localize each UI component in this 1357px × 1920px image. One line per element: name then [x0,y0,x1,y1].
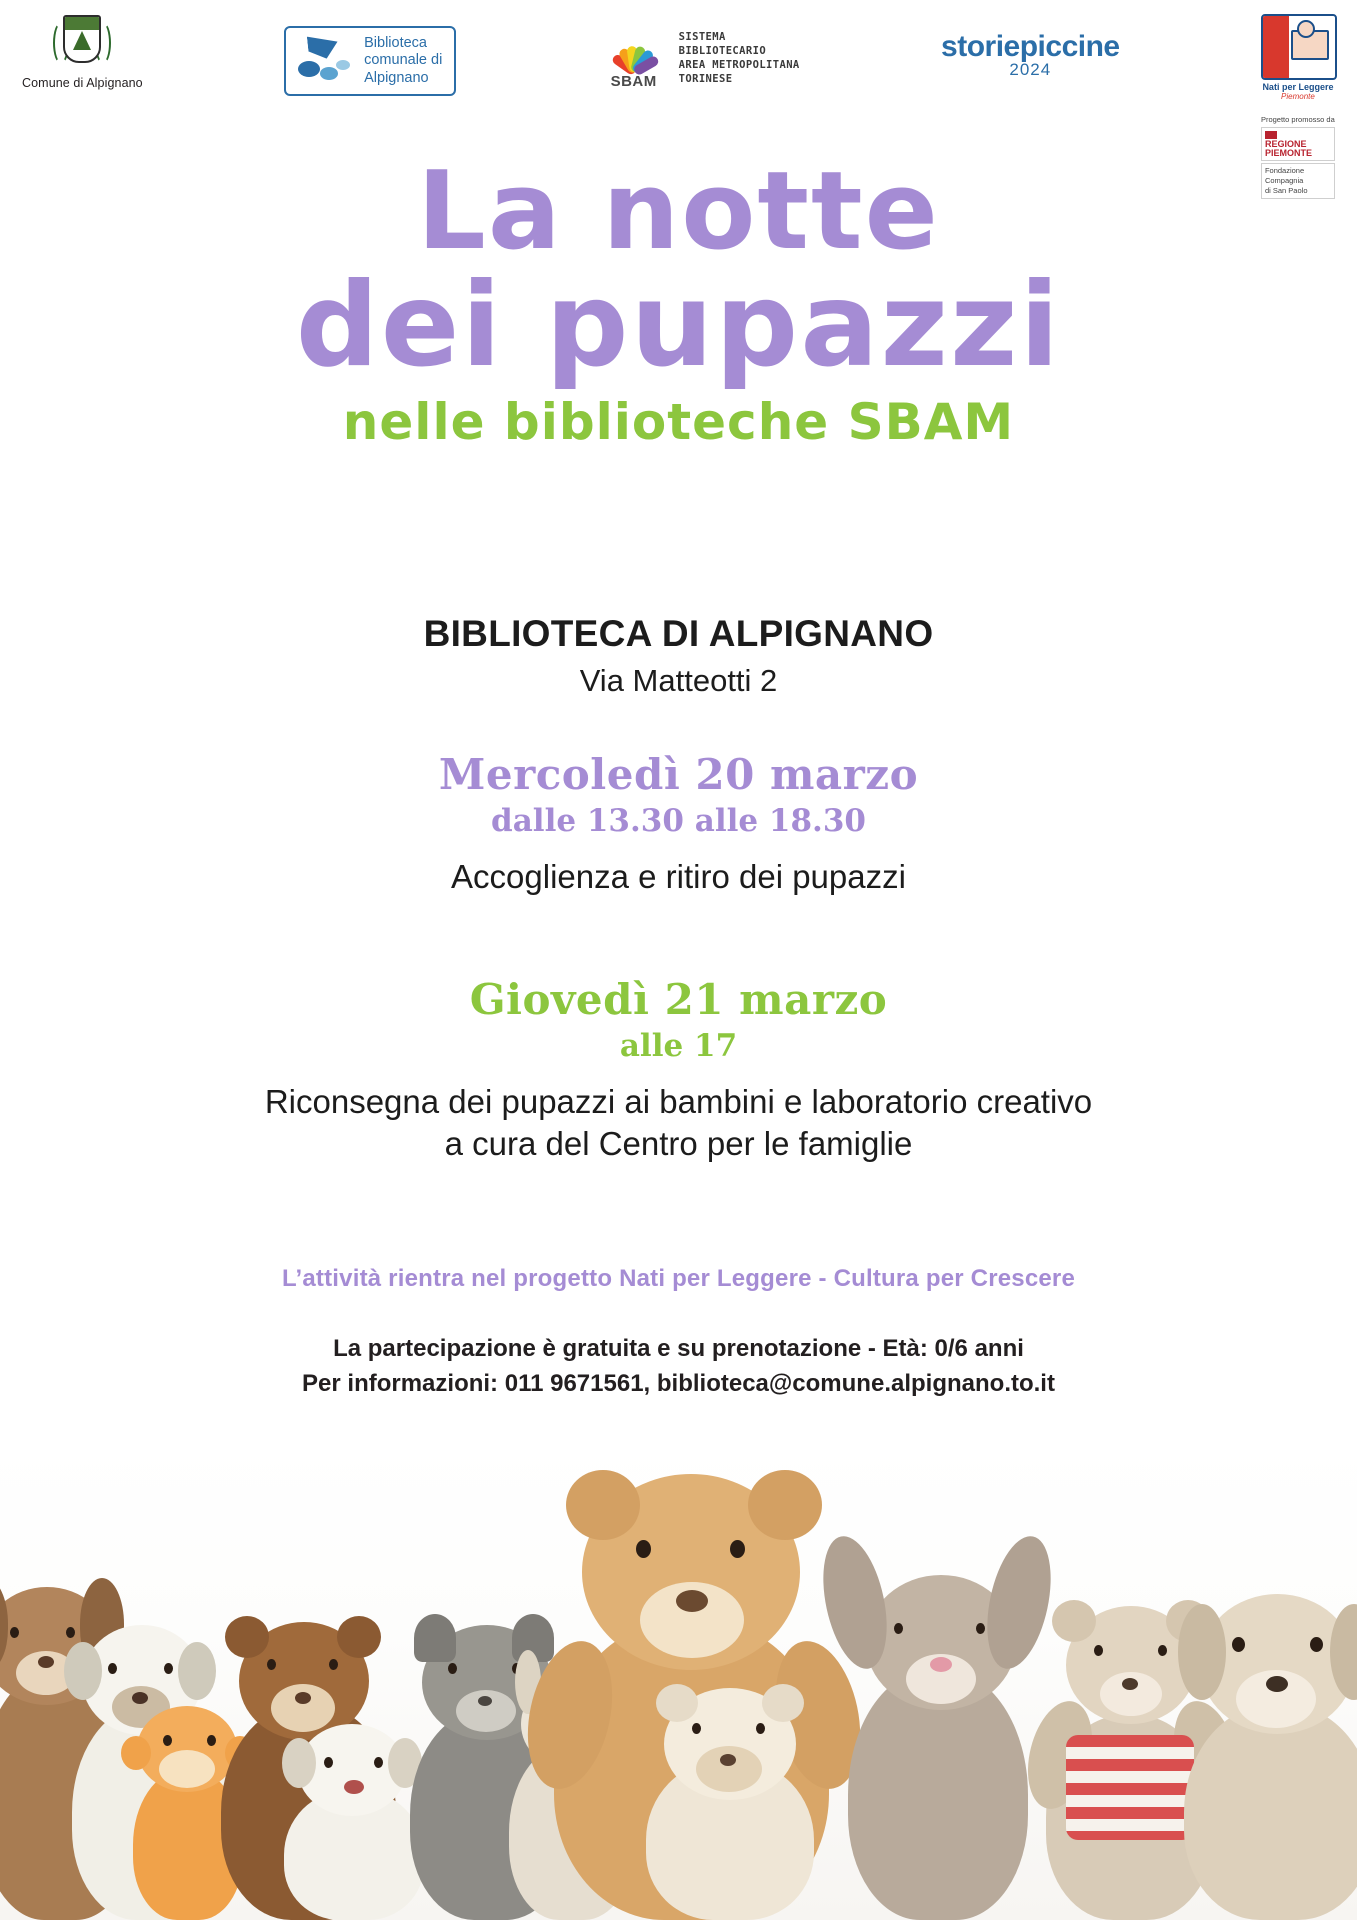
title-text-2: dei pupazzi [295,257,1062,393]
storie-word2: piccine [1019,30,1120,63]
fondazione-line1: Fondazione [1264,166,1305,176]
plush-toys-photo [0,1440,1357,1920]
venue-block [0,613,1357,699]
sbam-burst-icon [598,28,670,90]
info-line-2: Per informazioni: 011 9671561, biblioteca@comune.alpignano.to.it [302,1369,1055,1397]
regione-line2: PIEMONTE [1264,147,1312,158]
biblioteca-line3: Alpignano [364,69,429,86]
nati-sub: Piemonte [1281,92,1315,101]
regione-line1: REGIONE [1264,138,1307,149]
town-crest-icon [51,8,113,70]
event-2-hours: alle 17 [619,1028,738,1064]
fondazione-line3: di San Paolo [1264,185,1308,195]
sbam-line1: SISTEMA [678,31,726,44]
biblioteca-line2: comunale di [364,52,443,69]
logo-bar [0,0,1357,195]
nati-name: Nati per Leggere [1262,82,1334,92]
venue-address: Via Matteotti 2 [579,663,778,698]
comune-caption: Comune di Alpignano [22,76,143,90]
title-line-2 [0,257,1357,393]
title-subtitle: nelle biblioteche SBAM [342,393,1015,452]
event-block-1 [0,750,1357,897]
regione-flag-icon [1265,131,1277,139]
promo-label: Progetto promosso da [1260,115,1335,124]
logo-biblioteca-comunale [284,8,456,96]
info-block [0,1332,1357,1402]
toy-beige-dog-right [1170,1590,1357,1920]
info-line-1: La partecipazione è gratuita e su prenotazione - Età: 0/6 anni [333,1335,1024,1362]
event-1-description: Accoglienza e ritiro dei pupazzi [451,858,906,895]
nati-per-leggere-icon [1261,14,1337,80]
toy-grey-bunny [820,1530,1050,1920]
biblioteca-line1: Biblioteca [364,35,427,52]
sbam-wordmark: SBAM [610,73,657,90]
library-pen-logo-icon [296,35,354,87]
logo-comune-alpignano [22,8,143,90]
event-1-hours: dalle 13.30 alle 18.30 [491,803,866,839]
logo-storie-piccine [941,8,1120,80]
sbam-line2: BIBLIOTECARIO [678,45,767,58]
event-2-day: Giovedì 21 marzo [469,975,888,1024]
toy-small-cream-bear [630,1690,830,1920]
fondazione-line2: Compagnia [1264,176,1304,186]
event-2-description-line1: Riconsegna dei pupazzi ai bambini e laboratorio creativo [264,1083,1093,1120]
sbam-line4: TORINESE [678,72,733,85]
venue-name: BIBLIOTECA DI ALPIGNANO [423,613,934,654]
storie-word1: storie [941,30,1020,63]
event-2-description-line2: a cura del Centro per le famiglie [444,1125,913,1163]
event-block-2 [0,975,1357,1165]
event-1-day: Mercoledì 20 marzo [438,750,919,799]
title-text-1: La notte [417,149,940,274]
project-note: L’attività rientra nel progetto Nati per Leggere - Cultura per Crescere [281,1265,1076,1292]
logo-sbam [598,8,800,90]
regione-piemonte-badge [1261,127,1335,162]
sbam-line3: AREA METROPOLITANA [678,59,800,71]
storie-year: 2024 [1009,60,1052,79]
